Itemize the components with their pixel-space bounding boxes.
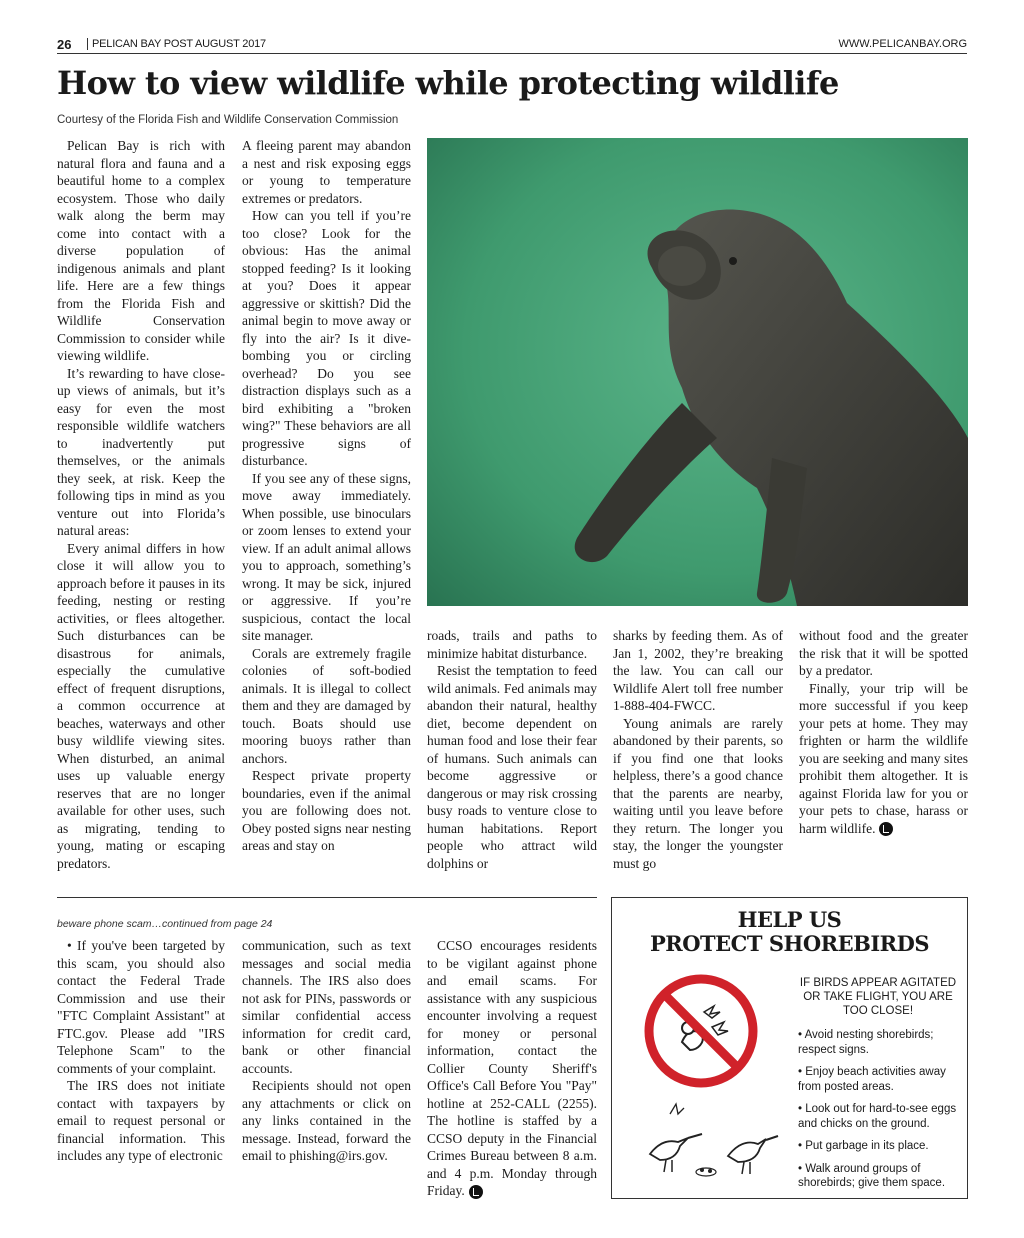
shorebirds-box bbox=[611, 897, 968, 1199]
tip-item: • Put garbage in its place. bbox=[798, 1140, 929, 1152]
paragraph: How can you tell if you’re too close? Look for the obvious: Has the animal stopped feeding? Is it looking at you? Does it appear aggressive or skittish? Did the animal begin to move away or fly into the air? Is it dive-bombing you or circling overhead? Do you see distraction displays such as a bird exhibiting a "broken wing?" These behaviors are all progressive signs of disturbance. bbox=[242, 208, 411, 468]
shorebirds-tips bbox=[798, 1028, 968, 1199]
paragraph: Recipients should not open any attachments or click on any links contained in the message. Instead, forward the email to phishing@irs.gov. bbox=[242, 1078, 411, 1163]
shorebirds-illustration-icon bbox=[640, 1094, 780, 1186]
paragraph: The IRS does not initiate contact with taxpayers by email to request personal or financial information. This includes any type of electronic bbox=[57, 1078, 225, 1163]
tip-item: • Look out for hard-to-see eggs and chicks on the ground. bbox=[798, 1103, 957, 1130]
end-mark-icon bbox=[469, 1185, 483, 1199]
continued-label: beware phone scam…continued from page 24 bbox=[57, 918, 273, 930]
paragraph: sharks by feeding them. As of Jan 1, 2002, they’re breaking the law. You can call our Wildlife Alert toll free number 1-888-404-FWCC. bbox=[613, 628, 783, 713]
paragraph: If you see any of these signs, move away immediately. When possible, use binoculars or zoom lenses to extend your view. If an adult animal allows you to approach, something’s wrong. It may be sick, injured or aggressive. If you’re suspicious, contact the local site manager. bbox=[242, 470, 411, 643]
shorebirds-title-line-2: PROTECT SHOREBIRDS bbox=[650, 931, 929, 956]
end-mark-icon bbox=[879, 822, 893, 836]
paragraph: Pelican Bay is rich with natural flora and fauna and a beautiful home to a complex ecosystem. Those who daily walk along the berm may come into contact with a diverse population of indigenous animals and plant life. Here are a few things from the Florida Fish and Wildlife Conservation Commission to consider while viewing wildlife. bbox=[57, 138, 225, 363]
paragraph-text: CCSO encourages residents to be vigilant against phone and email scams. For assistance with any suspicious encounter involving a request for money or personal information, contact the Collier County Sheriff's Office's Call Before You "Pay" hotline at 252-CALL (2255). The hotline is staffed by a CCSO deputy in the Financial Crimes Bureau between 8 a.m. and 4 p.m. Monday through Friday. bbox=[427, 938, 597, 1198]
scam-column-3 bbox=[427, 937, 597, 1200]
article-column-4 bbox=[613, 627, 783, 872]
paragraph-text: Finally, your trip will be more successful if you keep your pets at home. They may frighten or harm the wildlife you are seeking and many sites prohibit them altogether. It is against Florida law for you or your pets to chase, harass or harm wildlife. bbox=[799, 680, 968, 836]
website-link[interactable]: WWW.PELICANBAY.ORG bbox=[838, 38, 967, 50]
paragraph: Every animal differs in how close it will allow you to approach before it pauses in its feeding, nesting or resting activities, or flees altogether. Such disturbances can be disastrous for animals, especially the cumulative effect of frequent disruptions, a common occurrence at beaches, waterways and other busy wildlife viewing sites. When disturbed, an animal uses up valuable energy reserves that are no longer available for other uses, such as migrating, tending to young, mating or escaping predators. bbox=[57, 540, 225, 871]
scam-column-1 bbox=[57, 937, 225, 1165]
article-column-5 bbox=[799, 627, 968, 837]
article-title: How to view wildlife while protecting wildlife bbox=[57, 64, 839, 102]
article-column-3 bbox=[427, 627, 597, 872]
shorebirds-title-line-1: HELP US bbox=[737, 907, 842, 932]
no-chasing-birds-icon bbox=[642, 972, 760, 1090]
article-credit: Courtesy of the Florida Fish and Wildlife Conservation Commission bbox=[57, 114, 399, 126]
paragraph: Young animals are rarely abandoned by their parents, so if you find one that looks helpless, there’s a good chance that the parents are nearby, waiting until you leave before they return. The longer you stay, the longer the youngster must go bbox=[613, 715, 783, 871]
article-column-2 bbox=[242, 137, 411, 855]
section-divider bbox=[57, 897, 597, 898]
scam-column-2 bbox=[242, 937, 411, 1165]
paragraph bbox=[427, 937, 597, 1200]
paragraph: communication, such as text messages and social media channels. The IRS also does not ask for PINs, passwords or similar confidential access information for credit card, bank or other financial accounts. bbox=[242, 938, 411, 1076]
publication-name: PELICAN BAY POST AUGUST 2017 bbox=[87, 38, 266, 50]
shorebirds-title bbox=[612, 908, 967, 956]
tip-item: • Enjoy beach activities away from posted areas. bbox=[798, 1066, 946, 1093]
paragraph: without food and the greater the risk that it will be spotted by a predator. bbox=[799, 628, 968, 678]
paragraph bbox=[799, 680, 968, 838]
paragraph: Resist the temptation to feed wild animals. Fed animals may abandon their natural, healthy diet, become dependent on human food and lose their fear of humans. Such animals can become aggressive or dangerous or may risk crossing busy roads to venture close to human habitations. Report people who attract wild dolphins or bbox=[427, 663, 597, 871]
header-rule bbox=[57, 53, 967, 54]
article-column-1 bbox=[57, 137, 225, 872]
manatee-photo bbox=[427, 138, 968, 606]
paragraph: Corals are extremely fragile colonies of soft-bodied animals. It is illegal to collect them and they are damaged by touch. Boats should use mooring buoys rather than anchors. bbox=[242, 645, 411, 766]
tip-item: • Walk around groups of shorebirds; give them space. bbox=[798, 1162, 946, 1189]
paragraph: • If you've been targeted by this scam, you should also contact the Federal Trade Commission and use their "FTC Complaint Assistant" at FTC.gov. Please add "IRS Telephone Scam" to the comments of your complaint. bbox=[57, 938, 225, 1076]
page-header bbox=[57, 38, 967, 54]
shorebirds-subtitle: IF BIRDS APPEAR AGITATED OR TAKE FLIGHT, YOU ARE TOO CLOSE! bbox=[799, 977, 957, 1017]
page-number: 26 bbox=[57, 37, 72, 52]
paragraph: A fleeing parent may abandon a nest and risk exposing eggs or young to temperature extremes or predators. bbox=[242, 138, 411, 206]
paragraph: Respect private property boundaries, even if the animal you are following does not. Obey posted signs near nesting areas and stay on bbox=[242, 768, 411, 853]
paragraph: It’s rewarding to have close-up views of animals, but it’s easy for even the most responsible wildlife watchers to inadvertently put themselves, or the animals they seek, at risk. Keep the following tips in mind as you venture out into Florida’s natural areas: bbox=[57, 365, 225, 538]
tip-item: • Avoid nesting shorebirds; respect signs. bbox=[798, 1029, 934, 1056]
paragraph: roads, trails and paths to minimize habitat disturbance. bbox=[427, 628, 597, 661]
